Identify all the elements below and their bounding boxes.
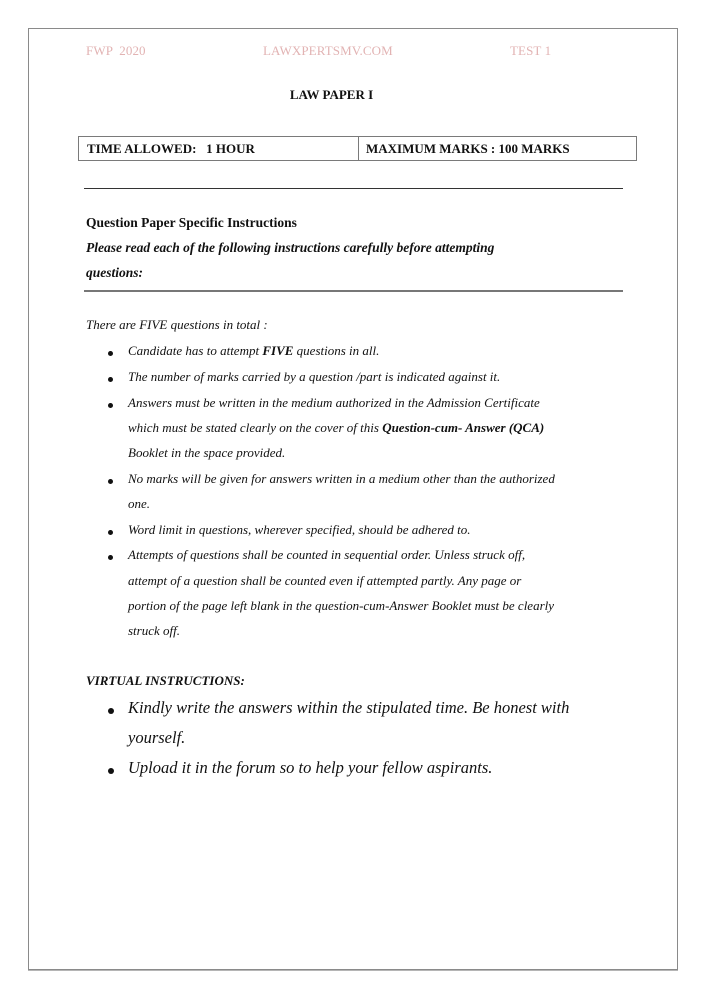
bullet-dot-icon <box>108 479 113 484</box>
instruction-line <box>128 573 521 589</box>
instruction-line <box>128 522 471 538</box>
bullet-dot-icon <box>108 403 113 408</box>
instruction-text: attempt of a question shall be counted even if attempted partly. Any page or <box>128 573 522 588</box>
instruction-line <box>128 369 500 385</box>
instruction-text: Word limit in questions, wherever specified, should be adhered to. <box>128 522 471 537</box>
instruction-line <box>128 623 180 639</box>
bullet-dot-icon <box>108 530 113 535</box>
bullet-dot-icon <box>108 555 113 560</box>
instruction-emphasis: Question-cum- Answer (QCA) <box>382 420 545 435</box>
instruction-line <box>128 395 540 411</box>
exam-meta-table <box>78 136 637 161</box>
bullet-dot-icon <box>108 768 114 774</box>
instruction-line <box>128 445 285 461</box>
instruction-text: Candidate has to attempt <box>128 343 263 358</box>
instruction-line <box>128 420 544 436</box>
page-border <box>28 28 678 970</box>
virtual-instruction-line: yourself. <box>128 728 186 747</box>
instruction-text: struck off. <box>128 623 180 638</box>
time-allowed-cell: TIME ALLOWED: 1 HOUR <box>79 137 359 160</box>
page-title-text: LAW PAPER I <box>289 87 374 102</box>
instruction-line <box>128 598 554 614</box>
bullet-dot-icon <box>108 351 113 356</box>
divider-top <box>84 188 623 189</box>
virtual-instruction-line: Upload it in the forum so to help your fellow aspirants. <box>128 758 493 777</box>
instruction-line <box>128 343 379 359</box>
instructions-subheading-line1: Please read each of the following instructions carefully before attempting <box>86 240 495 255</box>
instruction-text: one. <box>128 496 151 511</box>
instructions-intro: There are FIVE questions in total : <box>86 317 268 332</box>
instruction-text: Attempts of questions shall be counted in sequential order. Unless struck off, <box>128 547 526 562</box>
instruction-text: which must be stated clearly on the cover of this <box>128 420 383 435</box>
instruction-text: Answers must be written in the medium authorized in the Admission Certificate <box>128 395 540 410</box>
divider-bottom <box>84 290 623 292</box>
instruction-line <box>128 496 150 512</box>
bullet-dot-icon <box>108 708 114 714</box>
bullet-dot-icon <box>108 377 113 382</box>
instruction-text: Booklet in the space provided. <box>128 445 286 460</box>
instruction-emphasis: FIVE <box>262 343 294 358</box>
virtual-instructions-heading: VIRTUAL INSTRUCTIONS: <box>86 673 245 688</box>
header-left: FWP 2020 <box>86 43 146 58</box>
instruction-text: No marks will be given for answers written in a medium other than the authorized <box>128 471 555 486</box>
instruction-line <box>128 547 525 563</box>
instructions-subheading-line2: questions: <box>86 265 144 280</box>
page-title <box>0 87 707 103</box>
instruction-line <box>128 471 555 487</box>
header-right: TEST 1 <box>510 43 552 58</box>
virtual-instruction-line: Kindly write the answers within the stipulated time. Be honest with <box>128 698 570 717</box>
instruction-text: questions in all. <box>293 343 380 358</box>
instruction-text: portion of the page left blank in the question-cum-Answer Booklet must be clearly <box>128 598 555 613</box>
maximum-marks-cell: MAXIMUM MARKS : 100 MARKS <box>366 140 570 156</box>
instruction-text: The number of marks carried by a question /part is indicated against it. <box>128 369 501 384</box>
instructions-heading: Question Paper Specific Instructions <box>86 215 297 230</box>
header-center: LAWXPERTSMV.COM <box>263 43 393 58</box>
